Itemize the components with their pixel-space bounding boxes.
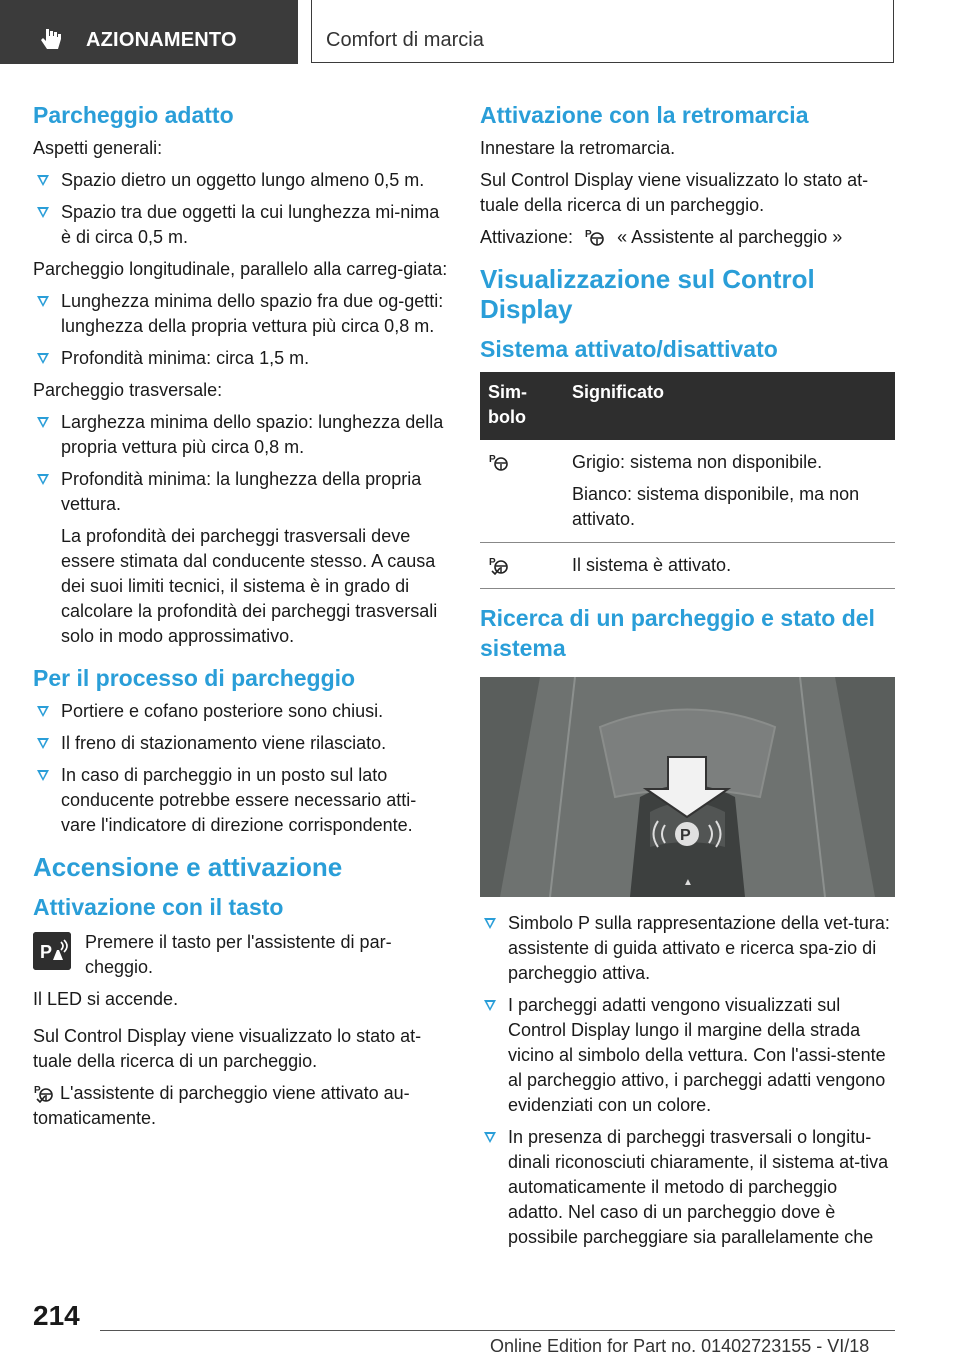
list-item: I parcheggi adatti vengono visualizzati sul Control Display lungo il margine della strada vicino al simbolo della vettura. Con l'assi-stente al parcheggio attivo, i parcheggi adatti vengono evidenziati con un colore.	[480, 993, 895, 1118]
button-instruction	[33, 930, 451, 980]
bullet-triangle-icon	[37, 296, 49, 307]
list-item: Larghezza minima dello spazio: lunghezza della propria vettura più circa 0,8 m.	[33, 410, 451, 460]
list-item: In caso di parcheggio in un posto sul lato conducente potrebbe essere necessario atti-vare l'indicatore di direzione corrispondente.	[33, 763, 451, 838]
row1-gray: Grigio: sistema non disponibile.	[572, 452, 823, 472]
button-text: Premere il tasto per l'assistente di par-cheggio.	[85, 932, 392, 977]
table-header-meaning: Significato	[564, 372, 895, 440]
right-column	[480, 100, 895, 1257]
table-row	[480, 543, 895, 589]
svg-text:P: P	[489, 454, 496, 465]
list-item: Portiere e cofano posteriore sono chiusi.	[33, 699, 451, 724]
list-item: Spazio dietro un oggetto lungo almeno 0,5 m.	[33, 168, 451, 193]
table-row	[480, 440, 895, 543]
table-header-symbol: Sim-bolo	[480, 372, 564, 440]
park-assist-steering-icon	[584, 227, 606, 247]
left-column	[33, 100, 451, 1138]
bullet-triangle-icon	[37, 353, 49, 364]
heading-parcheggio-adatto: Parcheggio adatto	[33, 102, 234, 128]
footer-divider	[100, 1330, 895, 1331]
bullet-triangle-icon	[484, 918, 496, 929]
reverse-text-2: Sul Control Display viene visualizzato lo stato at-tuale della ricerca di un parcheggio.	[480, 170, 869, 215]
led-text: Il LED si accende.	[33, 989, 179, 1009]
bullet-triangle-icon	[37, 706, 49, 717]
transverse-note: La profondità dei parcheggi trasversali deve essere stimata dal conducente stesso. A causa dei suoi limiti tecnici, il sistema è in grado di calcolare la profondità dei parcheggi trasversali solo in modo approssimativo.	[61, 526, 438, 646]
list-item: Simbolo P sulla rappresentazione della vet-tura: assistente di guida attivato e ricerca spa-zio di parcheggio attiva.	[480, 911, 895, 986]
page-number: 214	[33, 1300, 80, 1331]
symbol-table	[480, 372, 895, 589]
header-topic-box	[311, 0, 894, 63]
heading-sistema: Sistema attivato/disattivato	[480, 336, 778, 362]
process-list	[33, 699, 451, 838]
svg-text:▲: ▲	[683, 877, 693, 888]
heading-accensione: Accensione e attivazione	[33, 852, 343, 882]
heading-processo: Per il processo di parcheggio	[33, 665, 356, 691]
row2-text: Il sistema è attivato.	[564, 543, 895, 589]
list-item: Il freno di stazionamento viene rilasciato.	[33, 731, 451, 756]
list-item: Profondità minima: circa 1,5 m.	[33, 346, 451, 371]
longitudinal-text: Parcheggio longitudinale, parallelo alla carreg-giata:	[33, 259, 448, 279]
footer-edition: Online Edition for Part no. 01402723155 - VI/18	[490, 1336, 870, 1356]
park-assist-active-icon	[488, 555, 510, 575]
hand-icon	[40, 27, 64, 53]
heading-visualizzazione: Visualizzazione sul Control Display	[480, 264, 815, 324]
svg-text:P: P	[40, 942, 53, 962]
bullet-triangle-icon	[37, 175, 49, 186]
car-p-symbol: P	[680, 827, 691, 844]
display-text: Sul Control Display viene visualizzato lo stato at-tuale della ricerca di un parcheggio.	[33, 1026, 422, 1071]
bullet-triangle-icon	[37, 738, 49, 749]
bullet-triangle-icon	[484, 1000, 496, 1011]
transverse-text: Parcheggio trasversale:	[33, 380, 223, 400]
bullet-triangle-icon	[37, 207, 49, 218]
list-item: Lunghezza minima dello spazio fra due og-getti: lunghezza della propria vettura più circa 0,8 m.	[33, 289, 451, 339]
heading-ricerca: Ricerca di un parcheggio e stato del sistema	[480, 605, 875, 661]
list-item: Profondità minima: la lunghezza della propria vettura. La profondità dei parcheggi trasversali deve essere stimata dal conducente stesso. A causa dei suoi limiti tecnici, il sistema è in grado di calcolare la profondità dei parcheggi trasversali solo in modo approssimativo.	[33, 467, 451, 649]
svg-text:P: P	[34, 1085, 41, 1096]
svg-text:P: P	[585, 229, 592, 240]
svg-text:P: P	[489, 557, 496, 568]
bullet-triangle-icon	[484, 1132, 496, 1143]
heading-attivazione-tasto: Attivazione con il tasto	[33, 894, 284, 920]
park-assist-active-icon	[33, 1083, 55, 1103]
general-list	[33, 168, 451, 250]
header-section-tab	[0, 0, 298, 64]
section-title: AZIONAMENTO	[86, 29, 237, 51]
bullet-triangle-icon	[37, 417, 49, 428]
heading-retromarcia: Attivazione con la retromarcia	[480, 102, 809, 128]
control-display-image	[480, 677, 895, 897]
list-item: In presenza di parcheggi trasversali o longitu-dinali riconosciuti chiaramente, il sistema at-tiva automaticamente il metodo di parcheggio adatto. Nel caso di un parcheggio dove è possibile parcheggiare sia parallelamente che	[480, 1125, 895, 1250]
bullet-triangle-icon	[37, 770, 49, 781]
transverse-list	[33, 410, 451, 649]
bullet-triangle-icon	[37, 474, 49, 485]
reverse-text-1: Innestare la retromarcia.	[480, 138, 676, 158]
auto-activation-text: P L'assistente di parcheggio viene attivato au-tomaticamente.	[33, 1083, 410, 1128]
activation-text: Attivazione: P « Assistente al parcheggio »	[480, 227, 843, 247]
topic-title: Comfort di marcia	[326, 29, 484, 51]
general-text: Aspetti generali:	[33, 138, 163, 158]
park-assist-steering-icon	[488, 452, 510, 472]
longitudinal-list	[33, 289, 451, 371]
search-list	[480, 911, 895, 1250]
row1-white: Bianco: sistema disponibile, ma non attivato.	[572, 484, 860, 529]
list-item: Spazio tra due oggetti la cui lunghezza mi-nima è di circa 0,5 m.	[33, 200, 451, 250]
park-assist-button-icon	[33, 932, 71, 970]
